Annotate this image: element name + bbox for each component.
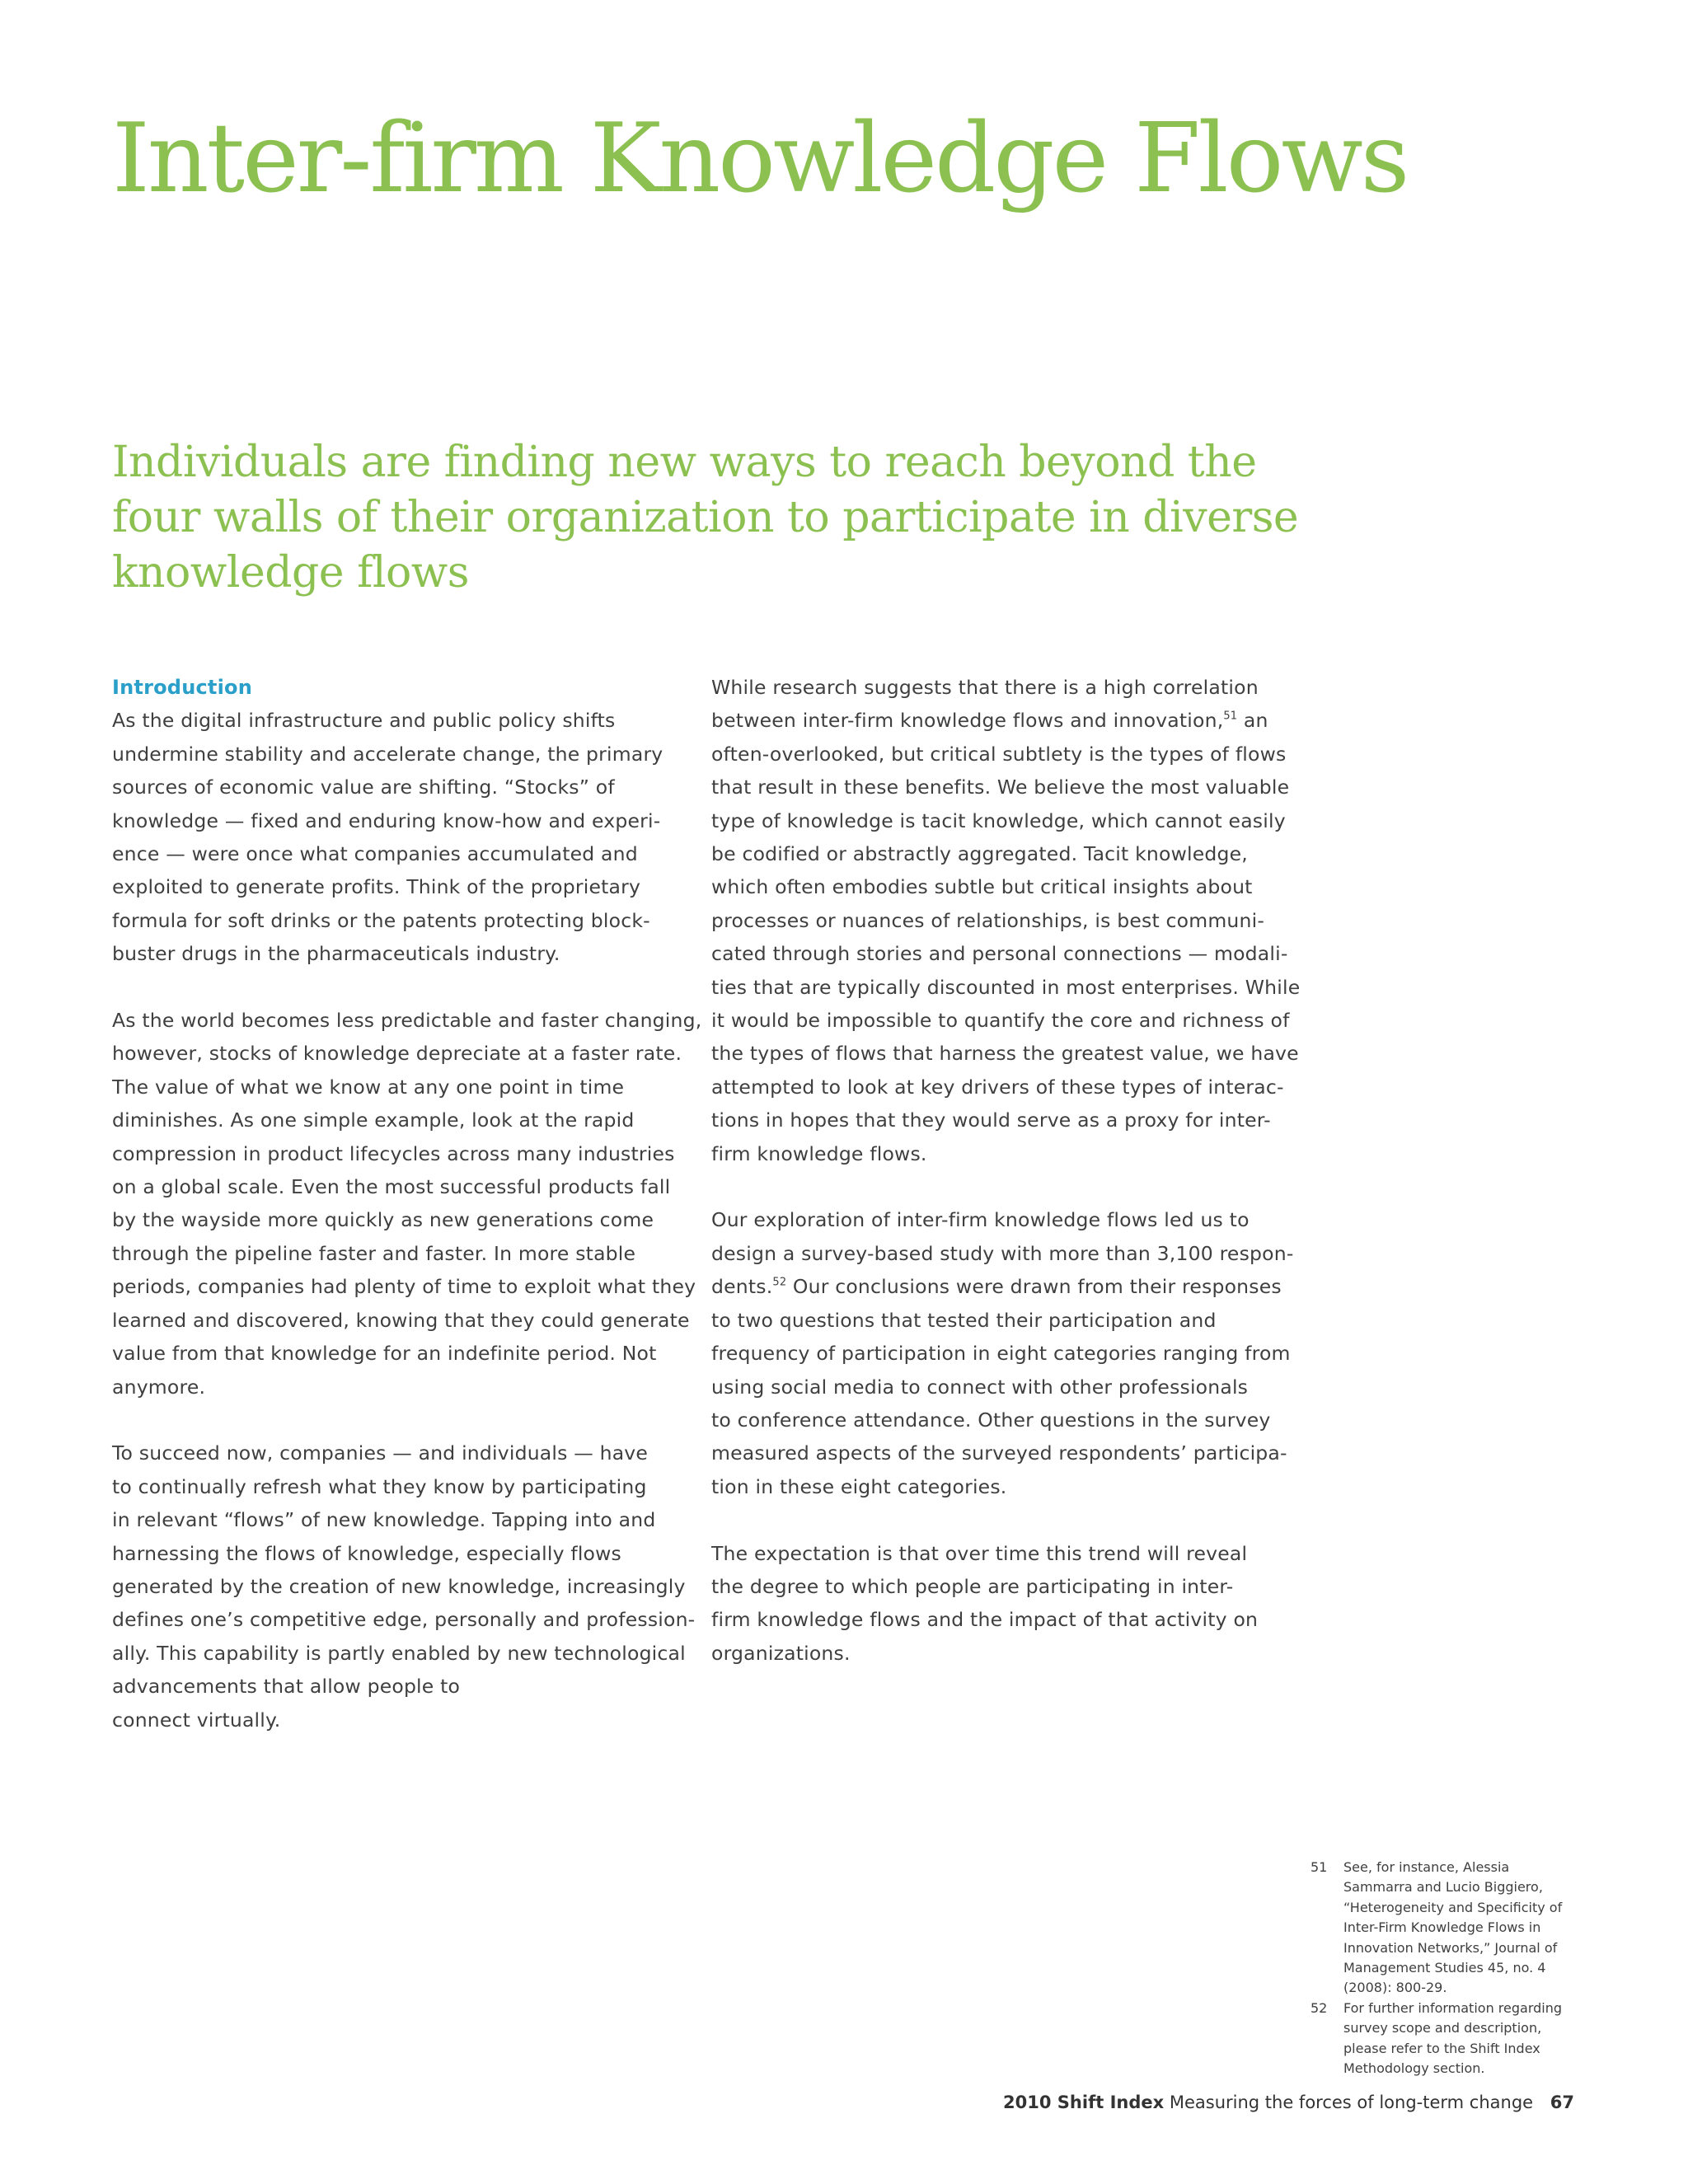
- text-line: value from that knowledge for an indefinite period. Not: [112, 1342, 657, 1366]
- footnote-51: [1311, 1858, 1582, 1999]
- text-run: between inter-firm knowledge flows and innovation,: [711, 709, 1224, 733]
- text-line: formula for soft drinks or the patents protecting block-: [112, 908, 650, 932]
- text-line: frequency of participation in eight categories ranging from: [711, 1342, 1291, 1366]
- text-line: ence — were once what companies accumulated and: [112, 842, 638, 866]
- text-line: buster drugs in the pharmaceuticals industry.: [112, 942, 560, 966]
- right-column: [711, 671, 1301, 1670]
- footnote-text: [1343, 1999, 1582, 2079]
- page-title: Inter-firm Knowledge Flows: [112, 103, 1408, 214]
- text-line: measured aspects of the surveyed respondents’ participa-: [711, 1441, 1287, 1465]
- subtitle-line: four walls of their organization to participate in diverse: [112, 493, 1299, 542]
- text-line: organizations.: [711, 1641, 851, 1665]
- text-line: however, stocks of knowledge depreciate at a faster rate.: [112, 1042, 682, 1066]
- text-line: The value of what we know at any one point in time: [112, 1075, 625, 1099]
- body-paragraph: [711, 1537, 1296, 1671]
- text-line: often-overlooked, but critical subtlety is the types of flows: [711, 742, 1287, 766]
- text-line: anymore.: [112, 1375, 206, 1399]
- footnote-line: Sammarra and Lucio Biggiero,: [1343, 1879, 1543, 1896]
- text-line: cated through stories and personal connections — modali-: [711, 942, 1288, 966]
- footnote-line: survey scope and description,: [1343, 2020, 1542, 2036]
- text-line: tions in hopes that they would serve as a proxy for inter-: [711, 1108, 1271, 1132]
- text-line: knowledge — fixed and enduring know-how and experi-: [112, 808, 661, 832]
- footnote-line: Inter-Firm Knowledge Flows in: [1343, 1919, 1541, 1936]
- text-line: compression in product lifecycles across many industries: [112, 1141, 675, 1165]
- text-line: to two questions that tested their participation and: [711, 1308, 1217, 1332]
- text-line: to continually refresh what they know by participating: [112, 1474, 647, 1498]
- section-heading-introduction: Introduction: [112, 676, 252, 699]
- body-paragraph: [711, 671, 1301, 1170]
- text-line: processes or nuances of relationships, is best communi-: [711, 908, 1265, 932]
- text-line: using social media to connect with other professionals: [711, 1375, 1249, 1399]
- footnote-line: (2008): 800-29.: [1343, 1980, 1447, 1996]
- footnote-line: For further information regarding: [1343, 1999, 1563, 2016]
- page-number: 67: [1550, 2093, 1574, 2112]
- text-line: learned and discovered, knowing that they could generate: [112, 1308, 690, 1332]
- text-line: The expectation is that over time this trend will reveal: [711, 1541, 1248, 1565]
- text-line: [711, 704, 1296, 737]
- text-line: firm knowledge flows and the impact of that activity on: [711, 1608, 1259, 1632]
- text-line: be codified or abstractly aggregated. Tacit knowledge,: [711, 842, 1248, 866]
- text-line: [711, 1270, 1296, 1303]
- footer-brand: 2010 Shift Index: [1003, 2093, 1165, 2112]
- text-line: undermine stability and accelerate change, the primary: [112, 742, 663, 766]
- text-line: ties that are typically discounted in most enterprises. While: [711, 975, 1301, 999]
- text-line: which often embodies subtle but critical insights about: [711, 875, 1253, 899]
- footnote-number: 51: [1311, 1859, 1328, 1875]
- text-run: an: [1237, 709, 1268, 733]
- footnote-ref-52: 52: [772, 1276, 787, 1289]
- footnotes: [1311, 1858, 1582, 2079]
- text-line: it would be impossible to quantify the core and richness of: [711, 1009, 1290, 1033]
- text-line: by the wayside more quickly as new generations come: [112, 1208, 654, 1232]
- body-paragraph: [711, 1203, 1296, 1503]
- text-line: advancements that allow people to: [112, 1675, 461, 1699]
- text-line: the types of flows that harness the greatest value, we have: [711, 1042, 1299, 1066]
- footnote-line: Management Studies 45, no. 4: [1343, 1960, 1546, 1976]
- body-paragraph: [112, 1436, 697, 1736]
- text-line: To succeed now, companies — and individuals — have: [112, 1441, 649, 1465]
- footnote-line: Methodology section.: [1343, 2060, 1485, 2077]
- footnote-line: See, for instance, Alessia: [1343, 1859, 1510, 1875]
- text-line: tion in these eight categories.: [711, 1474, 1007, 1498]
- subtitle-line: Individuals are finding new ways to reach beyond the: [112, 438, 1257, 487]
- footnote-52: [1311, 1999, 1582, 2079]
- text-line: connect virtually.: [112, 1708, 281, 1732]
- text-line: As the digital infrastructure and public policy shifts: [112, 709, 616, 733]
- text-line: exploited to generate profits. Think of the proprietary: [112, 875, 641, 899]
- page-subtitle: [112, 435, 1348, 601]
- text-line: generated by the creation of new knowledge, increasingly: [112, 1574, 686, 1598]
- text-line: defines one’s competitive edge, personally and profession-: [112, 1608, 696, 1632]
- footnote-line: please refer to the Shift Index: [1343, 2040, 1540, 2056]
- text-line: While research suggests that there is a high correlation: [711, 676, 1259, 699]
- text-line: attempted to look at key drivers of these types of interac-: [711, 1075, 1284, 1099]
- footnote-number: 52: [1311, 1999, 1328, 2016]
- text-line: As the world becomes less predictable and faster changing,: [112, 1009, 702, 1033]
- text-line: to conference attendance. Other questions in the survey: [711, 1408, 1271, 1432]
- subtitle-line: knowledge flows: [112, 548, 469, 598]
- text-line: diminishes. As one simple example, look at the rapid: [112, 1108, 635, 1132]
- text-line: harnessing the flows of knowledge, especially flows: [112, 1541, 621, 1565]
- text-line: design a survey-based study with more than 3,100 respon-: [711, 1241, 1294, 1265]
- text-line: type of knowledge is tacit knowledge, which cannot easily: [711, 808, 1286, 832]
- footer-tagline: Measuring the forces of long-term change: [1169, 2093, 1534, 2112]
- text-line: in relevant “flows” of new knowledge. Tapping into and: [112, 1508, 656, 1532]
- text-line: that result in these benefits. We believe the most valuable: [711, 776, 1290, 799]
- text-line: firm knowledge flows.: [711, 1141, 927, 1165]
- text-line: periods, companies had plenty of time to exploit what they: [112, 1275, 696, 1299]
- footnote-line: Innovation Networks,” Journal of: [1343, 1939, 1558, 1956]
- text-line: ally. This capability is partly enabled by new technological: [112, 1641, 686, 1665]
- footnote-ref-51: 51: [1223, 710, 1238, 723]
- text-run: Our conclusions were drawn from their responses: [786, 1275, 1282, 1299]
- text-line: the degree to which people are participating in inter-: [711, 1574, 1234, 1598]
- page-footer: [824, 2090, 1574, 2115]
- body-paragraph: [112, 704, 697, 970]
- footnote-line: “Heterogeneity and Specificity of: [1343, 1899, 1563, 1915]
- text-line: through the pipeline faster and faster. In more stable: [112, 1241, 636, 1265]
- text-line: on a global scale. Even the most successful products fall: [112, 1175, 671, 1199]
- footnote-text: [1343, 1858, 1582, 1999]
- text-line: sources of economic value are shifting. “Stocks” of: [112, 776, 615, 799]
- text-run: dents.: [711, 1275, 773, 1299]
- text-line: Our exploration of inter-firm knowledge flows led us to: [711, 1208, 1250, 1232]
- body-paragraph: [112, 1004, 702, 1404]
- left-column: [112, 671, 702, 1736]
